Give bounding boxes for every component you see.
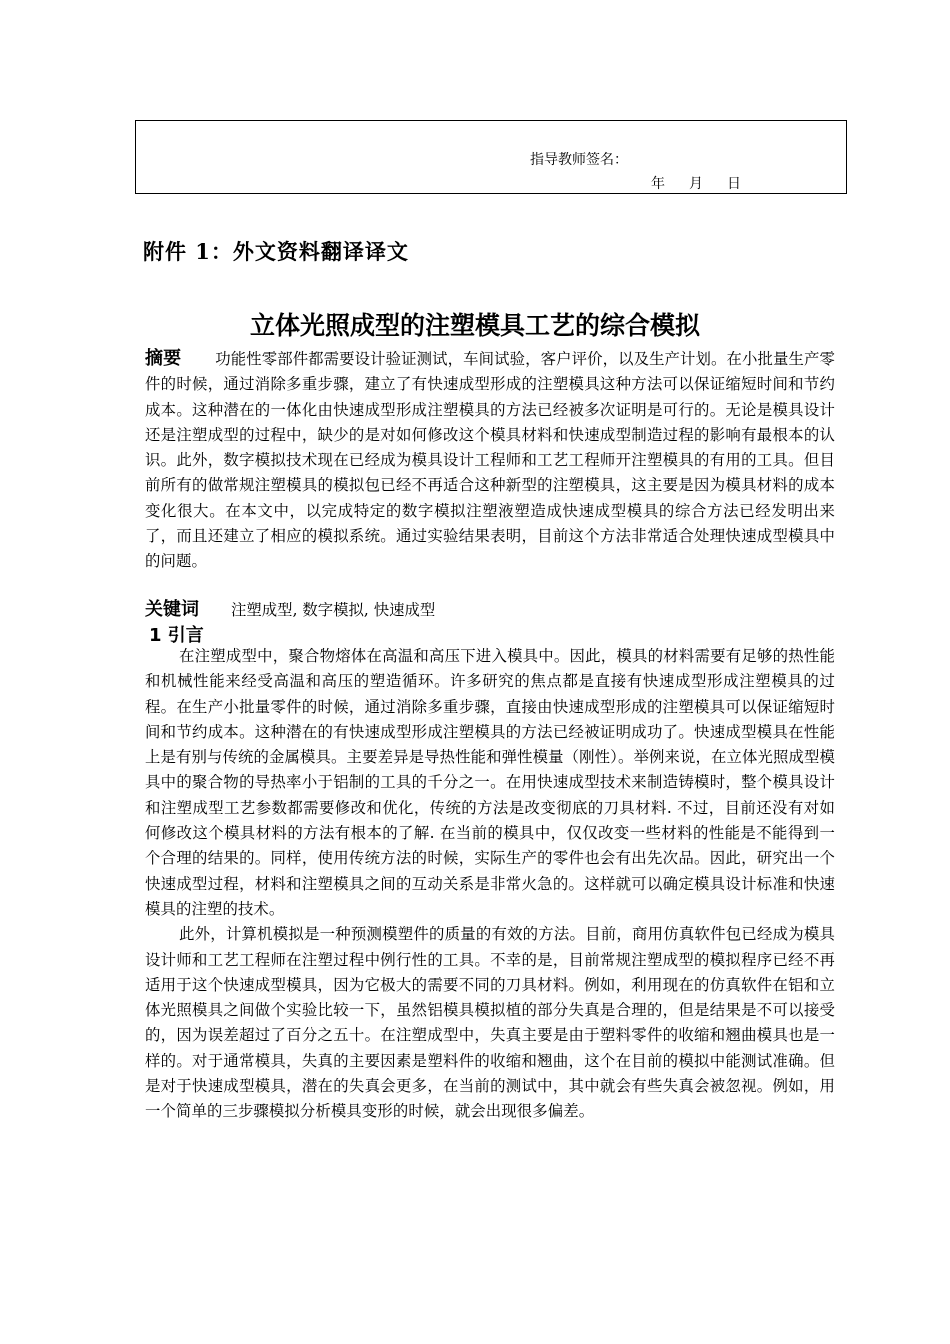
- date-day-label: 日: [727, 176, 741, 192]
- date-month-label: 月: [689, 176, 703, 192]
- keywords-line: [145, 595, 435, 621]
- abstract-block: [145, 346, 835, 575]
- abstract-label: 摘要: [145, 348, 182, 369]
- section-heading-introduction: 1 引言: [149, 625, 204, 646]
- intro-paragraph-2: 此外，计算机模拟是一种预测模塑件的质量的有效的方法。目前，商用仿真软件包已经成为模具设计师和工艺工程师在注塑过程中例行性的工具。不幸的是，目前常规注塑成型的模拟程序已经不再适用于这个快速成型模具，因为它极大的需要不同的刀具材料。例如，利用现在的仿真软件在铝和立体光照模具之间做个实验比较一下，虽然铝模具模拟植的部分失真是合理的，但是结果是不可以接受的，因为误差超过了百分之五十。在注塑成型中，失真主要是由于塑料零件的收缩和翘曲模具也是一样的。对于通常模具，失真的主要因素是塑料件的收缩和翘曲，这个在目前的模拟中能测试准确。但是对于快速成型模具，潜在的失真会更多，在当前的测试中，其中就会有些失真会被忽视。例如，用一个简单的三步骤模拟分析模具变形的时候，就会出现很多偏差。: [145, 925, 835, 1121]
- intro-paragraph-1: 在注塑成型中，聚合物熔体在高温和高压下进入模具中。因此，模具的材料需要有足够的热性能和机械性能来经受高温和高压的塑造循环。许多研究的焦点都是直接有快速成型形成注塑模具的过程。在生产小批量零件的时候，通过消除多重步骤，直接由快速成型形成的注塑模具可以保证缩短时间和节约成本。这种潜在的有快速成型形成注塑模具的方法已经被证明成功了。快速成型模具在性能上是有别与传统的金属模具。主要差异是导热性能和弹性模量（刚性）。举例来说，在立体光照成型模具中的聚合物的导热率小于铝制的工具的千分之一。在用快速成型技术来制造铸模时，整个模具设计和注塑成型工艺参数都需要修改和优化，传统的方法是改变彻底的刀具材料. 不过，目前还没有对如何修改这个模具材料的方法有根本的了解. 在当前的模具中，仅仅改变一些材料的性能是不能得到一个合理的结果的。同样，使用传统方法的时候，实际生产的零件也会有出先次品。因此，研究出一个快速成型过程，材料和注塑模具之间的互动关系是非常火急的。这样就可以确定模具设计标准和快速模具的注塑的技术。: [145, 647, 835, 918]
- advisor-signature-label: 指导教师签名：: [530, 152, 628, 168]
- date-year-label: 年: [651, 176, 665, 192]
- keywords-text: 注塑成型, 数字模拟, 快速成型: [231, 601, 436, 619]
- abstract-text: 功能性零部件都需要设计验证测试，车间试验，客户评价，以及生产计划。在小批量生产零件的时候，通过消除多重步骤，建立了有快速成型形成的注塑模具这种方法可以保证缩短时间和节约成本。这种潜在的一体化由快速成型形成注塑模具的方法已经被多次证明是可行的。无论是模具设计还是注塑成型的过程中，缺少的是对如何修改这个模具材料和快速成型制造过程的影响有最根本的认识。此外，数字模拟技术现在已经成为模具设计工程师和工艺工程师开注塑模具的有用的工具。但目前所有的做常规注塑模具的模拟包已经不再适合这种新型的注塑模具，这主要是因为模具材料的成本变化很大。在本文中，以完成特定的数字模拟注塑液塑造成快速成型模具的综合方法已经发明出来了，而且还建立了相应的模拟系统。通过实验结果表明，目前这个方法非常适合处理快速成型模具中的问题。: [145, 350, 835, 571]
- signature-box: [135, 120, 847, 194]
- abstract-paragraph: [145, 346, 835, 575]
- paper-title: 立体光照成型的注塑模具工艺的综合模拟: [249, 311, 700, 340]
- keywords-label: 关键词: [145, 599, 199, 620]
- appendix-heading: 附件 1：外文资料翻译译文: [143, 239, 409, 264]
- introduction-body: [145, 644, 835, 1125]
- signature-date: [651, 173, 741, 193]
